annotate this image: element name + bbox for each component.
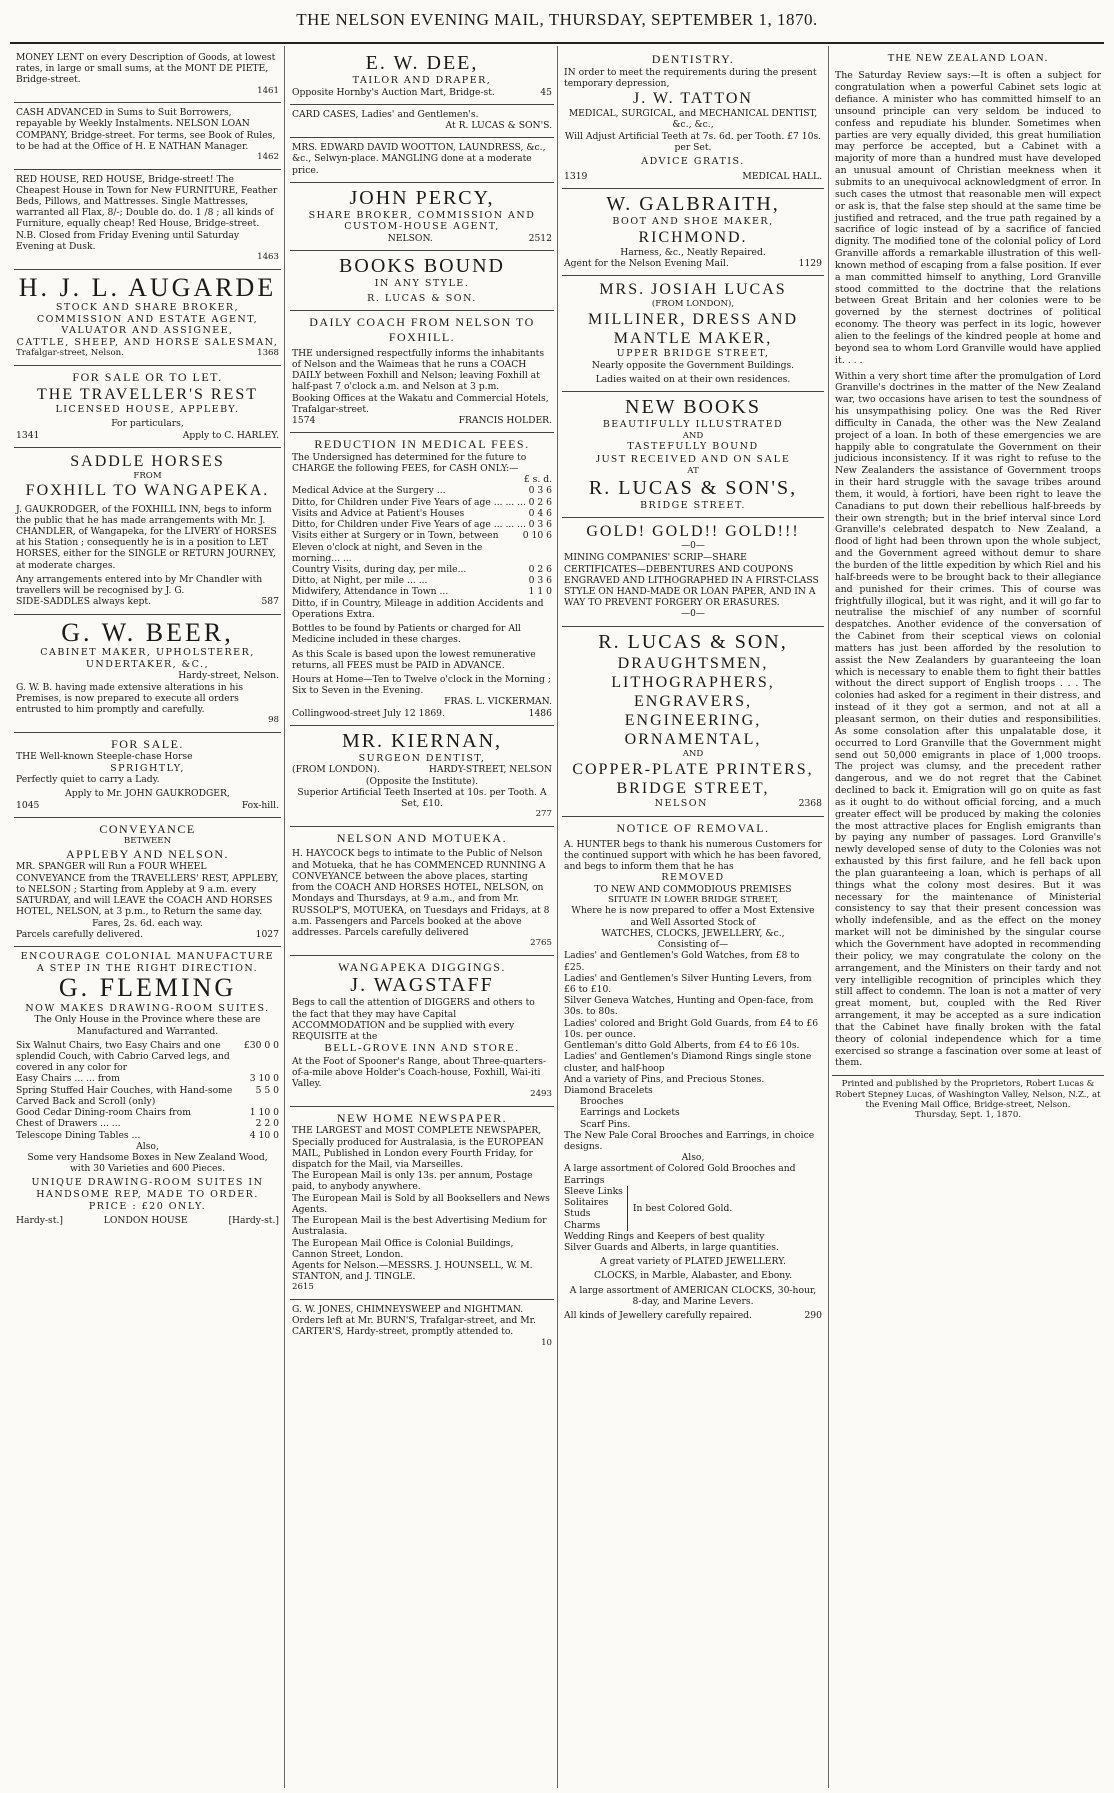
- ad-red-house: [14, 170, 281, 270]
- ad-new-home-newspaper: [290, 1107, 554, 1300]
- ad-inn: BELL-GROVE INN AND STORE.: [324, 1042, 520, 1055]
- ad-text: As this Scale is based upon the lowest remunerative returns, all FEES must be PAID in ADVANCE.: [292, 648, 536, 671]
- ad-from: FROM: [133, 470, 162, 481]
- ad-footer: LONDON HOUSE: [103, 1215, 188, 1227]
- fee-value: 0 2 6: [528, 564, 552, 576]
- imprint: [832, 1075, 1104, 1120]
- column-rule: [284, 46, 285, 1788]
- list-item: Earrings and Lockets: [580, 1107, 680, 1119]
- ad-number: 10: [541, 1337, 552, 1348]
- fee-row: [292, 519, 552, 530]
- ad-books-bound: [290, 251, 554, 311]
- ad-text: MONEY LENT on every Description of Goods, at lowest rates, in large or small sums, at the MONT DE PIETE, Bridge-street.: [16, 52, 276, 86]
- ad-text: Also,: [136, 1140, 159, 1152]
- ad-line: DRAUGHTSMEN,: [617, 654, 769, 672]
- ad-text: SITUATE IN LOWER BRIDGE STREET,: [608, 894, 778, 905]
- ad-heading: JUST RECEIVED AND ON SALE: [595, 452, 791, 465]
- ad-percy: [290, 183, 554, 251]
- ad-subtitle: LICENSED HOUSE, APPLEBY.: [55, 403, 240, 415]
- ad-subtitle: NOW MAKES DRAWING-ROOM SUITES.: [25, 1002, 270, 1014]
- list-item: Ladies' and Gentlemen's Silver Hunting Levers, from £6 to £10.: [564, 972, 812, 995]
- ad-galbraith: [562, 189, 824, 276]
- ad-text: IN order to meet the requirements during the present temporary depression,: [564, 66, 817, 89]
- ad-heading: REDUCTION IN MEDICAL FEES.: [314, 437, 530, 452]
- ad-line: SHARE BROKER, COMMISSION AND: [308, 209, 536, 221]
- article-title: THE NEW ZEALAND LOAN.: [887, 52, 1049, 64]
- ad-name: SPRIGHTLY,: [110, 762, 185, 774]
- ad-trade: MILLINER, DRESS AND MANTLE MAKER,: [587, 310, 798, 347]
- ad-notice-of-removal: [562, 817, 824, 1327]
- ad-lucas-son: [562, 627, 824, 817]
- ad-line: NELSON.: [387, 233, 433, 245]
- fee-value: 0 3 6: [528, 519, 552, 531]
- price-value: 4 10 0: [249, 1129, 279, 1141]
- ad-name: G. W. BEER,: [61, 617, 234, 647]
- separator: —0—: [681, 608, 705, 619]
- list-item: Diamond Bracelets: [564, 1084, 653, 1096]
- ad-mrs-lucas: [562, 276, 824, 392]
- ad-address: UPPER BRIDGE STREET,: [616, 348, 770, 360]
- ad-text: CARD CASES, Ladies' and Gentlemen's.: [292, 108, 479, 120]
- ad-text: Booking Offices at the Wakatu and Commercial Hotels, Trafalgar-street.: [292, 392, 549, 415]
- ad-number: 1574: [292, 414, 316, 426]
- ad-price: PRICE : £20 ONLY.: [88, 1200, 207, 1212]
- ad-text: Where he is now prepared to offer a Most Extensive and Well Assorted Stock of: [571, 905, 815, 928]
- ad-line: BEAUTIFULLY ILLUSTRATED: [602, 419, 784, 431]
- price-value: 5 5 0: [255, 1084, 279, 1096]
- ad-number: 1027: [255, 928, 279, 940]
- price-row: [16, 1118, 279, 1129]
- ad-heading: WANGAPEKA DIGGINGS.: [338, 959, 506, 974]
- fee-row: [292, 530, 552, 564]
- separator: —0—: [681, 541, 705, 552]
- ad-text: CLOCKS, in Marble, Alabaster, and Ebony.: [593, 1270, 793, 1282]
- ad-dentistry: [562, 48, 824, 189]
- ad-text: The European Mail is the best Advertising Medium for Australasia.: [292, 1215, 547, 1238]
- fee-row: [292, 508, 552, 519]
- ad-number: 45: [540, 86, 552, 98]
- list-item: Ladies' and Gentlemen's Diamond Rings single stone cluster, and half-hoop: [564, 1051, 812, 1074]
- list-item: Studs: [564, 1208, 591, 1220]
- price-label: Spring Stuffed Hair Couches, with Hand-some Carved Back and Scroll (only): [16, 1084, 233, 1107]
- ad-from: (FROM LONDON),: [651, 299, 735, 310]
- ad-route: FOXHILL TO WANGAPEKA.: [25, 482, 270, 500]
- ad-text: Harness, &c., Neatly Repaired.: [620, 246, 766, 258]
- ad-dee: [290, 48, 554, 105]
- fee-label: Country Visits, during day, per mile...: [292, 564, 467, 576]
- ad-text: The Undersigned has determined for the future to CHARGE the following FEES, for CASH ONLY:—: [292, 451, 527, 475]
- ad-heading: NEW HOME NEWSPAPER.: [336, 1110, 508, 1125]
- fee-value: 1 1 0: [528, 586, 552, 598]
- article-paragraph: Within a very short time after the promulgation of Lord Granville's doctrines in the matter of the New Zealand war, two occasions have arisen to test the soundness of his unsympathising policy. One was the Red River difficulty in Canada, the other was the New Zealand project of a loan. In both of these emergencies we are happily able to congratulate the Government on their judicious inconsistency. If it was right to refuse to the New Zealanders the assistance of Government troops in their hard struggle with the savage tribes around them, it would, à fortiori, have been right to leave the Canadians to put down their rebellious half-breeds by their own strength; but in the brief interval since Lord Granville's celebrated despatch to New Zealand, a flood of light had been thrown upon the whole subject, and the Government agreed without demur to share the burden of the little expedition by which Riel and his half-breeds were to be brought back to their allegiance and punished for their crimes. This of course was frightfully illogical, but it was right, and it will go far to neutralise the mischief of any number of scornful despatches. Another evidence of the conversation of the Cabinet from their sceptical views on colonial matters has just been afforded by the resolution to assist the New Zealanders by guaranteeing the loan which is necessary to enable them to fight their battles without the direct support of English troops . . . The colonies had asked for a regiment in their distress, and instead of it they got a sermon, and not at all a pleasant sermon, on their duties and responsibilities. As some consolation after this unpalatable dose, it occurred to Lord Granville that the Government might send out 50,000 emigrants in place of 1,000 troops. The project was clumsy, and the precedent rather dangerous, and we do not regret that the Cabinet declined to back it. Emigration will go on quite as fast as it ought to do without official forcing, and a much greater effect will be produced by making the colonies the most attractive places for English emigrants than by paying any number of passages. Lord Granville's newly developed sense of duty to the Colonies was not exhausted by this first failure, and he fell back upon the plan guaranteeing a loan, which is perhaps of all things what the colony most desires. But it was necessary for the maintenance of Ministerial consistency to say that their present concession was wholly indefensible, and as the effect on the money market will not be diminished by the singular course which the Government have adopted in recommending their policy, we may congratulate the colony on the arrangement, and the Ministers on their tardy and not very intelligible recognition of principles which they still affect to condemn. The loan is not a matter of very great moment, but, coupled with the Red River arrangement, it may be accepted as a sure indication that the Cabinet have finally broken with the fatal theory of colonial independence which for a time exercised so strange a fascination over some at least of them.: [835, 370, 1101, 1069]
- price-row: [16, 1107, 279, 1118]
- column-2: [290, 48, 554, 1786]
- ad-address: Opposite Hornby's Auction Mart, Bridge-st.: [292, 86, 495, 98]
- ad-text: UNIQUE DRAWING-ROOM SUITES IN HANDSOME REP, MADE TO ORDER.: [31, 1177, 264, 1200]
- fee-row: [292, 564, 552, 575]
- ad-address: BRIDGE STREET.: [640, 499, 746, 511]
- ad-number: 1461: [257, 85, 279, 96]
- ad-at: AT: [687, 466, 699, 477]
- ad-line: COMMISSION AND ESTATE AGENT,: [36, 313, 259, 325]
- ad-name: J. W. TATTON: [633, 90, 753, 108]
- ad-line: CUSTOM-HOUSE AGENT,: [344, 221, 500, 233]
- ad-route: APPLEBY AND NELSON.: [65, 846, 230, 861]
- ad-text: Agent for the Nelson Evening Mail.: [564, 257, 729, 269]
- ad-number: 1319: [564, 170, 588, 182]
- ad-footer: [Hardy-st.]: [228, 1215, 279, 1227]
- fee-row: [292, 485, 552, 496]
- ad-text: MR. SPANGER will Run a FOUR WHEEL CONVEYANCE from the TRAVELLERS' REST, APPLEBY, to NELSON ; Starting from Appleby at 9 a.m. every SATURDAY, and will LEAVE the COACH AND HORSES HOTEL, NELSON, at 3 p.m., to Return the same day.: [16, 861, 279, 918]
- list-item: Gentleman's ditto Gold Alberts, from £4 to £6 10s.: [564, 1040, 800, 1052]
- ad-heading: GOLD! GOLD!! GOLD!!!: [586, 523, 800, 541]
- fee-label: Visits and Advice at Patient's Houses: [292, 507, 465, 519]
- ad-line: ENGINEERING, ORNAMENTAL,: [624, 712, 762, 749]
- ad-text: G. W. JONES, CHIMNEYSWEEP and NIGHTMAN. Orders left at Mr. BURN'S, Trafalgar-street, and Mr. CARTER'S, Hardy-street, promptly attended to.: [292, 1303, 536, 1338]
- ad-date: Collingwood-street July 12 1869.: [292, 707, 445, 719]
- price-row: [16, 1085, 279, 1107]
- ad-card-cases: [290, 105, 554, 138]
- ad-name: R. LUCAS & SON,: [598, 630, 788, 653]
- ad-text: G. W. B. having made extensive alterations in his Premises, is now prepared to execute all orders entrusted to him promptly and carefully.: [16, 681, 244, 715]
- ad-line: LITHOGRAPHERS, ENGRAVERS,: [611, 673, 775, 710]
- ad-daily-coach: [290, 311, 554, 433]
- ad-text: A. HUNTER begs to thank his numerous Customers for the continued support with which he has been favored, and begs to inform them that he has: [564, 838, 822, 872]
- ad-place: NELSON: [654, 798, 708, 810]
- masthead-rule: [10, 42, 1104, 44]
- price-label: Telescope Dining Tables ...: [16, 1129, 141, 1141]
- fee-label: Visits either at Surgery or in Town, between Eleven o'clock at night, and Seven in the morning... ...: [292, 530, 499, 564]
- ad-contact: Apply to Mr. JOHN GAUKRODGER,: [65, 788, 230, 800]
- price-label: Good Cedar Dining-room Chairs from: [16, 1107, 191, 1119]
- ad-name: JOHN PERCY,: [349, 186, 495, 209]
- ad-for-sale: [14, 733, 281, 818]
- ad-number: 1341: [16, 429, 40, 441]
- ad-jones: [290, 1300, 554, 1354]
- ad-removed: REMOVED: [661, 872, 725, 884]
- column-1: [14, 48, 281, 1786]
- ad-text: MEDICAL HALL.: [742, 170, 822, 182]
- fee-label: Medical Advice at the Surgery ...: [292, 485, 446, 497]
- ad-text: Bottles to be found by Patients or charged for All Medicine included in these charges.: [292, 623, 521, 646]
- ad-number: 98: [268, 715, 279, 726]
- ad-subtitle: SURGEON DENTIST,: [358, 752, 486, 764]
- ad-title: NEW BOOKS: [625, 396, 761, 419]
- list-item: Wedding Rings and Keepers of best quality: [564, 1230, 765, 1242]
- ad-heading: ENCOURAGE COLONIAL MANUFACTURE: [20, 951, 275, 963]
- fee-value: 0 10 6: [522, 530, 552, 542]
- masthead: THE NELSON EVENING MAIL, THURSDAY, SEPTEMBER 1, 1870.: [296, 10, 818, 29]
- column-rule: [828, 46, 829, 1788]
- ad-wagstaff: [290, 956, 554, 1107]
- ad-text: The European Mail is only 13s. per annum, Postage paid, to anybody anywhere.: [292, 1170, 533, 1193]
- list-item: Ladies' colored and Bright Gold Guards, from £4 to £6 10s. per ounce.: [564, 1017, 819, 1040]
- ad-title: SADDLE HORSES: [70, 452, 225, 470]
- ad-line: STOCK AND SHARE BROKER,: [55, 302, 240, 314]
- fee-label: Midwifery, Attendance in Town ...: [292, 586, 449, 598]
- ad-at: At R. LUCAS & SON'S.: [445, 120, 552, 132]
- ad-text: In best Colored Gold.: [632, 1202, 733, 1214]
- ad-place: RICHMOND.: [638, 228, 748, 246]
- ad-text: Ladies waited on at their own residences.: [595, 373, 791, 385]
- column-3: [562, 48, 824, 1786]
- ad-saddle-horses: [14, 448, 281, 615]
- ad-text: THE Well-known Steeple-chase Horse: [16, 751, 193, 763]
- ad-name: THE TRAVELLER'S REST: [37, 385, 258, 403]
- ad-name: E. W. DEE,: [365, 52, 479, 74]
- ad-gold: [562, 518, 824, 626]
- ad-text: Ditto, if in Country, Mileage in addition Accidents and Operations Extra.: [292, 597, 544, 620]
- ad-signature: FRANCIS HOLDER.: [458, 414, 552, 426]
- ad-text: Nearly opposite the Government Buildings.: [591, 359, 795, 371]
- ad-name: J. WAGSTAFF: [350, 974, 494, 997]
- fee-columns: £ s. d.: [523, 474, 552, 486]
- fee-label: Ditto, for Children under Five Years of age ... ... ...: [292, 519, 526, 531]
- imprint-date: Thursday, Sept. 1, 1870.: [914, 1110, 1022, 1121]
- ad-text: Begs to call the attention of DIGGERS and others to the fact that they may have Capital ACCOMMODATION and be supplied with every REQUISITE at the: [292, 997, 535, 1042]
- ad-number: 2493: [530, 1089, 552, 1100]
- ad-kiernan: [290, 726, 554, 827]
- ad-conveyance: [14, 818, 281, 947]
- ad-address: HARDY-STREET, NELSON: [428, 764, 552, 776]
- price-value: 2 2 0: [255, 1118, 279, 1130]
- ad-line: AND: [682, 749, 704, 760]
- ad-text: The European Mail Office is Colonial Buildings, Cannon Street, London.: [292, 1237, 514, 1260]
- ad-text: All kinds of Jewellery carefully repaired.: [564, 1310, 752, 1322]
- price-label: Easy Chairs ... ... from: [16, 1073, 120, 1085]
- ad-text: A great variety of PLATED JEWELLERY.: [600, 1256, 786, 1268]
- list-item: Sleeve Links: [564, 1185, 623, 1197]
- list-item: A large assortment of Colored Gold Brooches and Earrings: [564, 1163, 796, 1186]
- ad-number: 2615: [292, 1282, 314, 1293]
- price-row: [16, 1040, 279, 1074]
- ad-text: RED HOUSE, RED HOUSE, Bridge-street! The Cheapest House in Town for New FURNITURE, Feather Beds, Pillows, and Mattresses. Single Mattresses, warranted all Flax, 8/-; Double do. do. 1 /8 ; all kinds of Furniture, equally cheap! Red House, Bridge-street. N.B. Closed from Friday Evening until Saturday Evening at Dusk.: [16, 173, 278, 252]
- price-row: [16, 1130, 279, 1141]
- ad-haycock: [290, 827, 554, 956]
- ad-text: For particulars,: [111, 418, 184, 430]
- ad-footer: Hardy-st.]: [16, 1215, 63, 1227]
- ad-text: Any arrangements entered into by Mr Chandler with travellers will be recognised by J. G.: [16, 573, 263, 597]
- ad-number: 2512: [528, 233, 552, 245]
- ad-contact: Apply to C. HARLEY.: [182, 429, 279, 441]
- ad-text: The Only House in the Province where these are Manufactured and Warranted.: [34, 1014, 261, 1037]
- price-value: £30 0 0: [243, 1039, 279, 1051]
- ad-text: SIDE-SADDLES always kept.: [16, 596, 152, 608]
- ad-subtitle: TAILOR AND DRAPER,: [352, 75, 492, 86]
- list-item: Silver Geneva Watches, Hunting and Open-face, from 30s. to 80s.: [564, 995, 814, 1018]
- column-rule: [557, 46, 558, 1788]
- ad-text: TO NEW AND COMMODIOUS PREMISES: [594, 883, 792, 895]
- list-item: And a variety of Pins, and Precious Stones.: [564, 1073, 765, 1085]
- ad-number: 2765: [530, 938, 552, 949]
- ad-number: 1129: [798, 257, 822, 269]
- list-item: Charms: [564, 1219, 601, 1231]
- fee-value: 0 2 6: [528, 496, 552, 508]
- ad-augarde: [14, 270, 281, 366]
- price-label: Chest of Drawers ... ...: [16, 1118, 121, 1130]
- list-item: Scarf Pins.: [580, 1118, 631, 1130]
- ad-new-books: [562, 392, 824, 518]
- ad-text: THE undersigned respectfully informs the inhabitants of Nelson and the Waimeas that he runs a COACH DAILY between Foxhill and Nelson; leaving Foxhill at half-past 7 o'clock a.m. and Nelson at 3 p.m.: [292, 347, 545, 393]
- ad-name: MR. KIERNAN,: [341, 729, 503, 752]
- ad-text: CASH ADVANCED in Sums to Suit Borrowers, repayable by Weekly Instalments. NELSON LOAN COMPANY, Bridge-street. For terms, see Book of Rules, to be had at the Office of H. E NATHAN Manager.: [16, 107, 276, 152]
- ad-cash-advanced: [14, 103, 281, 169]
- ad-address: Hardy-street, Nelson.: [178, 670, 279, 682]
- ad-travellers-rest: [14, 366, 281, 448]
- ad-beer: [14, 615, 281, 733]
- ad-heading: FOR SALE.: [111, 736, 184, 751]
- ad-text: WATCHES, CLOCKS, JEWELLERY, &c.,: [601, 927, 785, 939]
- fee-row: [292, 586, 552, 597]
- ad-line: TASTEFULLY BOUND: [627, 441, 759, 453]
- list-item: Silver Guards and Alberts, in large quantities.: [564, 1242, 779, 1254]
- fee-label: Ditto, for Children under Five Years of age ... ... ...: [292, 496, 526, 508]
- column-4: [832, 48, 1104, 1786]
- ad-at: R. LUCAS & SON.: [367, 292, 477, 304]
- price-value: 1 10 0: [249, 1107, 279, 1119]
- ad-heading: NELSON AND MOTUEKA.: [336, 830, 508, 845]
- ad-text: J. GAUKRODGER, of the FOXHILL INN, begs to inform the public that he has made arrangements with Mr. J. CHANDLER, of Wangapeka, for the LIVERY of HORSES at his Station ; consequently he is in a position to LET HORSES, either for the SINGLE or RETURN JOURNEY, at moderate charges.: [16, 503, 277, 571]
- ad-line: BRIDGE STREET,: [616, 780, 770, 798]
- ad-number: 2368: [798, 798, 822, 810]
- ad-text: MINING COMPANIES' SCRIP—SHARE CERTIFICATES—DEBENTURES AND COUPONS ENGRAVED AND LITHOGRAPHED IN A FIRST-CLASS STYLE ON HAND-MADE OR LOAN PAPER, AND IN A WAY TO PREVENT FORGERY OR ERASURES.: [564, 552, 819, 609]
- list-item: Solitaires: [564, 1197, 609, 1209]
- price-label: Six Walnut Chairs, two Easy Chairs and one splendid Couch, with Cabrio Carved legs, and covered in any color for: [16, 1039, 230, 1074]
- ad-text: The European Mail is Sold by all Booksellers and News Agents.: [292, 1192, 550, 1215]
- ad-heading: FOR SALE OR TO LET.: [72, 369, 223, 384]
- ad-text: Also,: [681, 1152, 705, 1164]
- ad-heading: A STEP IN THE RIGHT DIRECTION.: [36, 962, 259, 974]
- ad-text: Agents for Nelson.—MESSRS. J. HOUNSELL, W. M. STANTON, and J. TINGLE.: [292, 1259, 533, 1283]
- ad-address: Trafalgar-street, Nelson.: [16, 348, 124, 359]
- ad-text: (Opposite the Institute).: [365, 775, 479, 787]
- ad-number: 587: [261, 596, 279, 608]
- ad-text: Perfectly quiet to carry a Lady.: [16, 774, 160, 786]
- imprint-text: Printed and published by the Proprietors, Robert Lucas & Robert Stepney Lucas, of Washington Valley, Nelson, N.Z., at the Evening Mail Office, Bridge-street, Nelson.: [835, 1079, 1101, 1110]
- ad-number: 1045: [16, 799, 40, 811]
- ad-text: Hours at Home—Ten to Twelve o'clock in the Morning ; Six to Seven in the Evening.: [292, 673, 551, 697]
- ad-text: Will Adjust Artificial Teeth at 7s. 6d. per Tooth. £7 10s. per Set.: [564, 130, 822, 153]
- ad-subtitle: IN ANY STYLE.: [374, 278, 470, 290]
- ad-fleming: [14, 947, 281, 1232]
- ad-heading: DENTISTRY.: [651, 52, 735, 66]
- fee-value: 0 3 6: [528, 575, 552, 587]
- ad-text: THE LARGEST and MOST COMPLETE NEWSPAPER, Specially produced for Australasia, is the EUROPEAN MAIL, Published in London every Fourth Friday, for dispatch for the Mail, via Marseilles.: [292, 1125, 544, 1170]
- ad-text: ADVICE GRATIS.: [641, 156, 745, 168]
- price-row: [16, 1073, 279, 1084]
- list-item: Brooches: [580, 1096, 624, 1108]
- list-item: The New Pale Coral Brooches and Earrings, in choice designs.: [564, 1129, 815, 1153]
- ad-heading: CONVEYANCE: [99, 821, 196, 836]
- ad-text: Superior Artificial Teeth Inserted at 10s. per Tooth. A Set, £10.: [297, 786, 547, 810]
- ad-number: 1486: [528, 707, 552, 719]
- ad-medical-fees: [290, 433, 554, 726]
- ad-name: MRS. JOSIAH LUCAS: [599, 281, 787, 299]
- ad-name: H. J. L. AUGARDE: [18, 272, 277, 302]
- ad-text: Some very Handsome Boxes in New Zealand Wood, with 30 Varieties and 600 Pieces.: [27, 1151, 268, 1175]
- ad-line: AND: [682, 430, 704, 441]
- ad-from: (FROM LONDON).: [292, 764, 380, 776]
- ad-line: CATTLE, SHEEP, AND HORSE SALESMAN,: [16, 336, 279, 348]
- article-paragraph: The Saturday Review says:—It is often a subject for congratulation when a powerful Cabinet sets logic at defiance. A minister who has committed himself to an unsound principle can very seldom be induced to confess and repudiate his blunder. Sometimes when parties are very equally divided, this great humiliation may perforce be accepted, but a Cabinet with a majority of more than a hundred must have developed an unusual amount of Christian meekness when it submits to an unequivocal acknowledgment of error. In such cases the utmost that reasonable men will expect or ask is, that the false step should at the same time be justified and retraced, and the true path regained by a sacrifice of logic instead of by a sacrifice of fancied dignity. The modified tone of the colonial policy of Lord Granville affords a remarkable illustration of this well-known method of escaping from a false position. If ever a man committed himself to anything, Lord Granville stood committed to the doctrine that the relations between Great Britain and her colonies were to be governed by the sternest doctrines of political economy. The theory was perfect in its logic, however alien to the feelings of the kindred people at home and beyond sea to whom Lord Granville would have applied it. . . .: [835, 70, 1101, 366]
- ad-number: 1368: [257, 348, 279, 359]
- ad-name: G. FLEMING: [58, 973, 237, 1003]
- ad-subtitle: BOOT AND SHOE MAKER,: [612, 215, 774, 227]
- list-item: Ladies' and Gentlemen's Gold Watches, from £8 to £25.: [564, 950, 800, 973]
- ad-heading: NOTICE OF REMOVAL.: [616, 820, 770, 835]
- ad-text: Parcels carefully delivered.: [16, 928, 144, 940]
- ad-subtitle: MEDICAL, SURGICAL, and MECHANICAL DENTIST, &c., &c.,: [568, 108, 818, 131]
- ad-text: H. HAYCOCK begs to intimate to the Public of Nelson and Motueka, that he has COMMENCED RUNNING A CONVEYANCE between the above places, starting from the COACH AND HORSES HOTEL, NELSON, on Mondays and Thursdays, at 9 a.m., and from Mr. RUSSOLP'S, MOTUEKA, on Tuesdays and Fridays, at 8 a.m. Passengers and Parcels booked at the above addresses. Parcels carefully delivered: [292, 848, 550, 938]
- fee-label: Ditto, at Night, per mile ... ...: [292, 575, 428, 587]
- ad-mont-de-piete: [14, 48, 281, 103]
- ad-name: R. LUCAS & SON'S,: [588, 476, 798, 499]
- ad-number: 1462: [257, 152, 279, 163]
- ad-text: MRS. EDWARD DAVID WOOTTON, LAUNDRESS, &c., &c., Selwyn-place. MANGLING done at a moderate price.: [292, 142, 546, 176]
- price-value: 3 10 0: [249, 1073, 279, 1085]
- ad-name: W. GALBRAITH,: [606, 192, 780, 215]
- ad-number: 277: [535, 809, 552, 820]
- ad-text: A large assortment of AMERICAN CLOCKS, 30-hour, 8-day, and Marine Levers.: [569, 1284, 817, 1307]
- ad-line: COPPER-PLATE PRINTERS,: [572, 760, 814, 778]
- ad-line: UNDERTAKER, &C.,: [85, 658, 210, 670]
- ad-text: Consisting of—: [657, 939, 729, 951]
- fee-value: 0 4 6: [528, 507, 552, 519]
- ad-fares: Fares, 2s. 6d. each way.: [92, 917, 203, 929]
- fee-value: 0 3 6: [528, 485, 552, 497]
- ad-wootton: [290, 138, 554, 183]
- ad-line: CABINET MAKER, UPHOLSTERER,: [40, 647, 255, 659]
- ad-heading: DAILY COACH FROM NELSON TO FOXHILL.: [309, 315, 535, 345]
- ad-number: 1463: [257, 252, 279, 263]
- ad-signature: FRAS. L. VICKERMAN.: [444, 696, 552, 708]
- fee-row: [292, 575, 552, 586]
- ad-place: Fox-hill.: [241, 799, 279, 811]
- ad-number: 290: [804, 1310, 822, 1322]
- ad-title: BOOKS BOUND: [339, 255, 505, 278]
- ad-between: BETWEEN: [123, 836, 172, 847]
- ad-text: At the Foot of Spooner's Range, about Three-quarters-of-a-mile above Holder's Coach-house, Foxhill, Wai-iti Valley.: [292, 1055, 547, 1089]
- fee-row: [292, 497, 552, 508]
- ad-line: VALUATOR AND ASSIGNEE,: [61, 325, 234, 337]
